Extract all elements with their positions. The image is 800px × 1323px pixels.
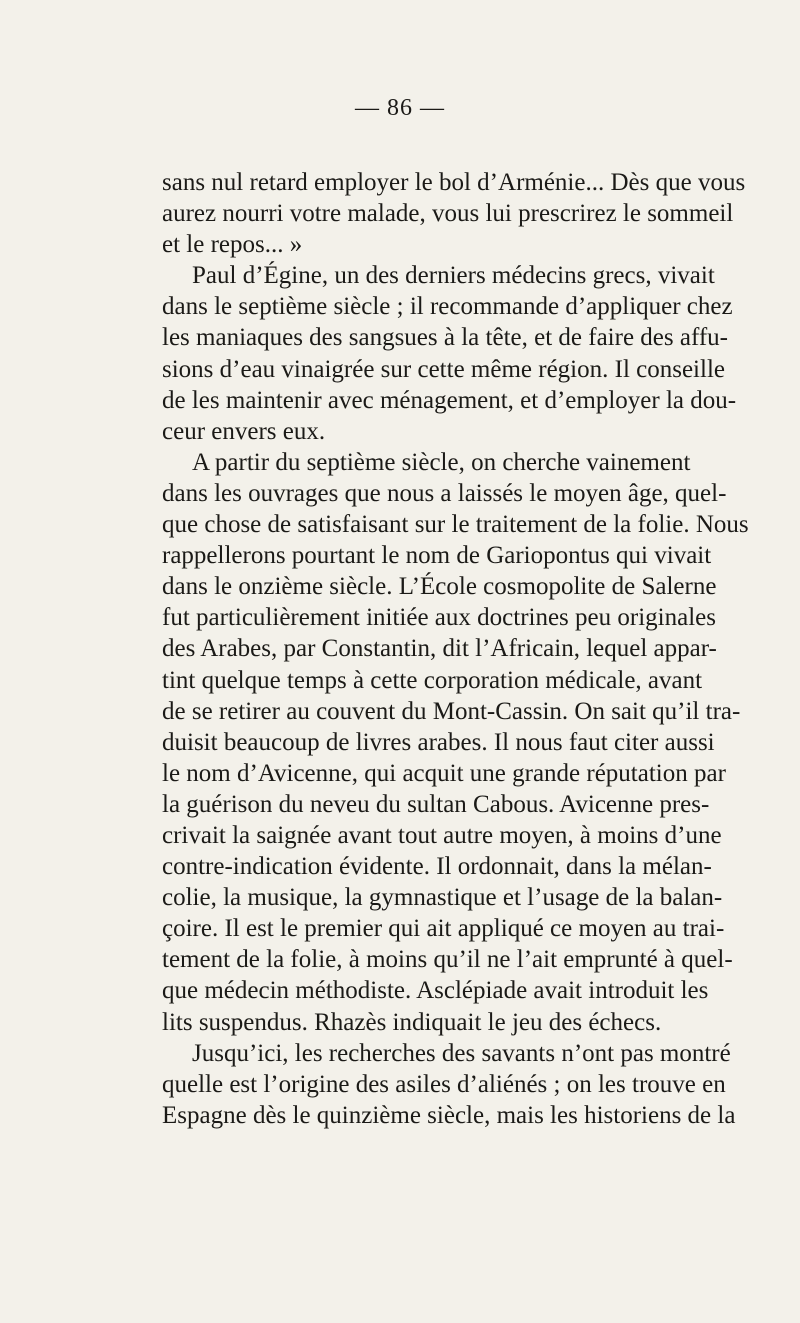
text-line: fut particulièrement initiée aux doctrines peu originales — [162, 604, 716, 632]
text-line: ceur envers eux. — [162, 417, 326, 445]
text-line: de les maintenir avec ménagement, et d’employer la dou- — [162, 386, 737, 414]
text-line: crivait la saignée avant tout autre moyen, à moins d’une — [162, 821, 722, 849]
text-line: contre-indication évidente. Il ordonnait, dans la mélan- — [162, 853, 712, 881]
text-line: dans le onzième siècle. L’École cosmopolite de Salerne — [162, 573, 717, 601]
text-line: que médecin méthodiste. Asclépiade avait introduit les — [162, 977, 709, 1005]
text-line: colie, la musique, la gymnastique et l’usage de la balan- — [162, 884, 723, 912]
text-line: tint quelque temps à cette corporation médicale, avant — [162, 666, 703, 694]
text-line: aurez nourri votre malade, vous lui prescrirez le sommeil — [162, 200, 734, 228]
text-line: çoire. Il est le premier qui ait appliqué ce moyen au trai- — [162, 915, 725, 943]
text-line: la guérison du neveu du sultan Cabous. Avicenne pres- — [162, 790, 710, 818]
text-line: dans le septième siècle ; il recommande d’appliquer chez — [162, 293, 733, 321]
text-line: de se retirer au couvent du Mont-Cassin. On sait qu’il tra- — [162, 697, 741, 725]
text-line: dans les ouvrages que nous a laissés le moyen âge, quel- — [162, 479, 727, 507]
text-line: des Arabes, par Constantin, dit l’Africain, lequel appar- — [162, 635, 717, 663]
text-line: sions d’eau vinaigrée sur cette même région. Il conseille — [162, 355, 725, 383]
text-line: les maniaques des sangsues à la tête, et de faire des affu- — [162, 324, 728, 352]
text-line: duisit beaucoup de livres arabes. Il nous faut citer aussi — [162, 728, 715, 756]
paragraph-first-line: Jusqu’ici, les recherches des savants n’ont pas montré — [192, 1039, 731, 1067]
page-number: — 86 — — [355, 95, 445, 121]
text-line: Espagne dès le quinzième siècle, mais les historiens de la — [162, 1101, 736, 1129]
text-line: tement de la folie, à moins qu’il ne l’ait emprunté à quel- — [162, 946, 733, 974]
text-line: lits suspendus. Rhazès indiquait le jeu des échecs. — [162, 1008, 662, 1036]
body-text — [162, 167, 749, 1131]
text-line: rappellerons pourtant le nom de Gariopontus qui vivait — [162, 542, 712, 570]
text-line: quelle est l’origine des asiles d’aliénés ; on les trouve en — [162, 1070, 726, 1098]
text-line: le nom d’Avicenne, qui acquit une grande réputation par — [162, 759, 726, 787]
paragraph-first-line: A partir du septième siècle, on cherche vainement — [192, 448, 691, 476]
paragraph-first-line: Paul d’Égine, un des derniers médecins grecs, vivait — [192, 262, 715, 290]
text-line: sans nul retard employer le bol d’Arménie... Dès que vous — [162, 169, 746, 196]
text-line: que chose de satisfaisant sur le traitement de la folie. Nous — [162, 511, 749, 539]
text-line: et le repos... » — [162, 231, 303, 259]
